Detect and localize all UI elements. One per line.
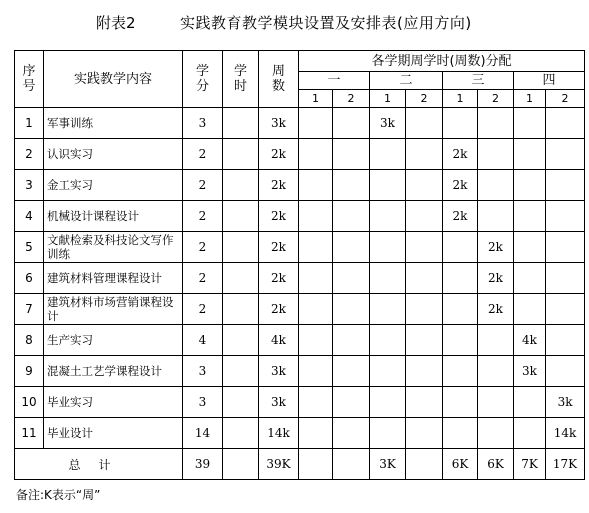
cell-content: 认识实习	[44, 139, 183, 170]
cell-content: 文献检索及科技论文写作训练	[44, 232, 183, 263]
header-semester: 2	[406, 90, 443, 108]
cell-weeks: 3k	[259, 387, 299, 418]
table-row	[15, 139, 585, 170]
cell-semester	[333, 201, 370, 232]
cell-semester	[406, 418, 443, 449]
cell-semester	[443, 325, 478, 356]
cell-credits: 2	[183, 201, 223, 232]
cell-semester	[443, 356, 478, 387]
cell-credits: 3	[183, 356, 223, 387]
cell-semester	[406, 232, 443, 263]
cell-semester	[299, 139, 333, 170]
total-semester: 6K	[478, 449, 514, 480]
cell-weeks: 2k	[259, 139, 299, 170]
cell-semester	[370, 418, 406, 449]
cell-semester	[406, 356, 443, 387]
cell-semester: 14k	[546, 418, 585, 449]
cell-semester: 3k	[370, 108, 406, 139]
cell-semester: 2k	[443, 201, 478, 232]
cell-hours	[223, 232, 259, 263]
cell-hours	[223, 418, 259, 449]
cell-semester	[406, 294, 443, 325]
cell-weeks: 2k	[259, 232, 299, 263]
cell-weeks: 2k	[259, 263, 299, 294]
cell-hours	[223, 356, 259, 387]
cell-semester: 4k	[514, 325, 546, 356]
cell-hours	[223, 294, 259, 325]
total-semester	[299, 449, 333, 480]
table-row	[15, 294, 585, 325]
cell-semester	[299, 201, 333, 232]
cell-semester	[514, 387, 546, 418]
cell-seq: 1	[15, 108, 44, 139]
cell-semester	[299, 387, 333, 418]
cell-semester	[370, 356, 406, 387]
cell-semester	[333, 170, 370, 201]
header-semester: 2	[478, 90, 514, 108]
cell-hours	[223, 387, 259, 418]
cell-hours	[223, 263, 259, 294]
cell-semester	[370, 325, 406, 356]
cell-semester	[406, 139, 443, 170]
cell-semester	[406, 170, 443, 201]
cell-content: 建筑材料市场营销课程设计	[44, 294, 183, 325]
header-semester: 1	[514, 90, 546, 108]
cell-semester	[406, 387, 443, 418]
cell-semester	[370, 201, 406, 232]
total-semester	[406, 449, 443, 480]
cell-semester	[514, 170, 546, 201]
cell-semester	[514, 294, 546, 325]
total-row	[15, 449, 585, 480]
cell-semester	[546, 201, 585, 232]
cell-semester: 3k	[546, 387, 585, 418]
total-semester: 7K	[514, 449, 546, 480]
table-row	[15, 108, 585, 139]
cell-weeks: 2k	[259, 201, 299, 232]
cell-content: 建筑材料管理课程设计	[44, 263, 183, 294]
header-seq: 序号	[15, 51, 44, 108]
cell-weeks: 3k	[259, 356, 299, 387]
cell-semester	[443, 387, 478, 418]
cell-content: 金工实习	[44, 170, 183, 201]
cell-semester: 2k	[478, 232, 514, 263]
cell-seq: 6	[15, 263, 44, 294]
cell-semester	[333, 418, 370, 449]
cell-semester	[514, 263, 546, 294]
cell-semester	[443, 294, 478, 325]
table-row	[15, 356, 585, 387]
header-semester: 1	[299, 90, 333, 108]
cell-semester	[546, 232, 585, 263]
total-hours	[223, 449, 259, 480]
table-row	[15, 325, 585, 356]
appendix-label: 附表2	[96, 14, 136, 32]
header-year-3: 三	[443, 72, 514, 90]
cell-semester	[443, 418, 478, 449]
cell-seq: 10	[15, 387, 44, 418]
cell-semester	[478, 170, 514, 201]
header-semester: 2	[333, 90, 370, 108]
cell-semester	[546, 170, 585, 201]
cell-semester	[406, 108, 443, 139]
cell-content: 机械设计课程设计	[44, 201, 183, 232]
cell-credits: 3	[183, 108, 223, 139]
cell-semester	[333, 139, 370, 170]
cell-semester	[443, 108, 478, 139]
cell-content: 混凝土工艺学课程设计	[44, 356, 183, 387]
document-title-bar	[0, 12, 589, 36]
cell-semester: 2k	[443, 170, 478, 201]
cell-semester	[370, 263, 406, 294]
cell-credits: 2	[183, 139, 223, 170]
cell-semester	[299, 325, 333, 356]
cell-seq: 5	[15, 232, 44, 263]
header-semester: 1	[370, 90, 406, 108]
cell-content: 军事训练	[44, 108, 183, 139]
cell-semester	[333, 387, 370, 418]
cell-semester	[299, 418, 333, 449]
total-credits: 39	[183, 449, 223, 480]
cell-seq: 2	[15, 139, 44, 170]
cell-semester	[514, 139, 546, 170]
header-content: 实践教学内容	[44, 51, 183, 108]
total-weeks: 39K	[259, 449, 299, 480]
cell-semester	[299, 263, 333, 294]
cell-hours	[223, 108, 259, 139]
cell-credits: 2	[183, 232, 223, 263]
cell-weeks: 2k	[259, 294, 299, 325]
cell-semester: 2k	[443, 139, 478, 170]
cell-content: 生产实习	[44, 325, 183, 356]
total-label: 总计	[15, 449, 183, 480]
cell-semester	[443, 263, 478, 294]
header-semester: 2	[546, 90, 585, 108]
cell-seq: 7	[15, 294, 44, 325]
table-row	[15, 418, 585, 449]
cell-semester	[443, 232, 478, 263]
table-title: 实践教育教学模块设置及安排表(应用方向)	[180, 14, 472, 32]
table-row	[15, 170, 585, 201]
total-semester: 6K	[443, 449, 478, 480]
cell-semester	[333, 232, 370, 263]
cell-semester	[546, 356, 585, 387]
cell-content: 毕业设计	[44, 418, 183, 449]
cell-content: 毕业实习	[44, 387, 183, 418]
practice-schedule-table	[14, 50, 585, 480]
header-year-4: 四	[514, 72, 585, 90]
total-semester: 3K	[370, 449, 406, 480]
cell-semester	[478, 201, 514, 232]
cell-semester	[546, 108, 585, 139]
cell-semester	[478, 387, 514, 418]
header-distribution: 各学期周学时(周数)分配	[299, 51, 585, 72]
header-semester: 1	[443, 90, 478, 108]
cell-semester	[333, 294, 370, 325]
cell-seq: 8	[15, 325, 44, 356]
cell-credits: 2	[183, 294, 223, 325]
cell-semester	[333, 356, 370, 387]
header-row-top	[15, 51, 585, 72]
cell-semester	[478, 325, 514, 356]
cell-semester	[333, 108, 370, 139]
cell-semester: 2k	[478, 294, 514, 325]
table-row	[15, 387, 585, 418]
cell-semester	[299, 232, 333, 263]
table-row	[15, 232, 585, 263]
cell-weeks: 14k	[259, 418, 299, 449]
cell-semester	[478, 108, 514, 139]
cell-semester: 3k	[514, 356, 546, 387]
cell-credits: 4	[183, 325, 223, 356]
cell-semester	[514, 418, 546, 449]
cell-weeks: 2k	[259, 170, 299, 201]
cell-semester	[514, 108, 546, 139]
cell-semester	[478, 139, 514, 170]
cell-weeks: 4k	[259, 325, 299, 356]
footnote: 备注:K表示“周”	[16, 488, 101, 502]
cell-semester	[546, 139, 585, 170]
cell-credits: 3	[183, 387, 223, 418]
header-hours: 学时	[223, 51, 259, 108]
header-year-2: 二	[370, 72, 443, 90]
cell-semester: 2k	[478, 263, 514, 294]
cell-semester	[514, 232, 546, 263]
cell-semester	[406, 325, 443, 356]
cell-hours	[223, 201, 259, 232]
cell-semester	[370, 387, 406, 418]
total-semester: 17K	[546, 449, 585, 480]
cell-seq: 9	[15, 356, 44, 387]
cell-seq: 3	[15, 170, 44, 201]
header-weeks: 周数	[259, 51, 299, 108]
cell-seq: 4	[15, 201, 44, 232]
cell-semester	[546, 325, 585, 356]
cell-credits: 2	[183, 263, 223, 294]
cell-semester	[370, 294, 406, 325]
cell-weeks: 3k	[259, 108, 299, 139]
table-row	[15, 263, 585, 294]
cell-semester	[406, 201, 443, 232]
cell-semester	[478, 356, 514, 387]
cell-semester	[514, 201, 546, 232]
cell-semester	[299, 170, 333, 201]
table-body	[15, 108, 585, 480]
cell-semester	[333, 325, 370, 356]
cell-semester	[370, 170, 406, 201]
table-row	[15, 201, 585, 232]
cell-hours	[223, 325, 259, 356]
cell-semester	[478, 418, 514, 449]
header-year-1: 一	[299, 72, 370, 90]
cell-semester	[299, 356, 333, 387]
cell-semester	[299, 294, 333, 325]
cell-hours	[223, 170, 259, 201]
cell-semester	[299, 108, 333, 139]
header-credits: 学分	[183, 51, 223, 108]
cell-hours	[223, 139, 259, 170]
cell-semester	[406, 263, 443, 294]
cell-credits: 2	[183, 170, 223, 201]
cell-semester	[333, 263, 370, 294]
total-semester	[333, 449, 370, 480]
cell-semester	[370, 232, 406, 263]
cell-seq: 11	[15, 418, 44, 449]
cell-semester	[370, 139, 406, 170]
cell-credits: 14	[183, 418, 223, 449]
cell-semester	[546, 263, 585, 294]
cell-semester	[546, 294, 585, 325]
